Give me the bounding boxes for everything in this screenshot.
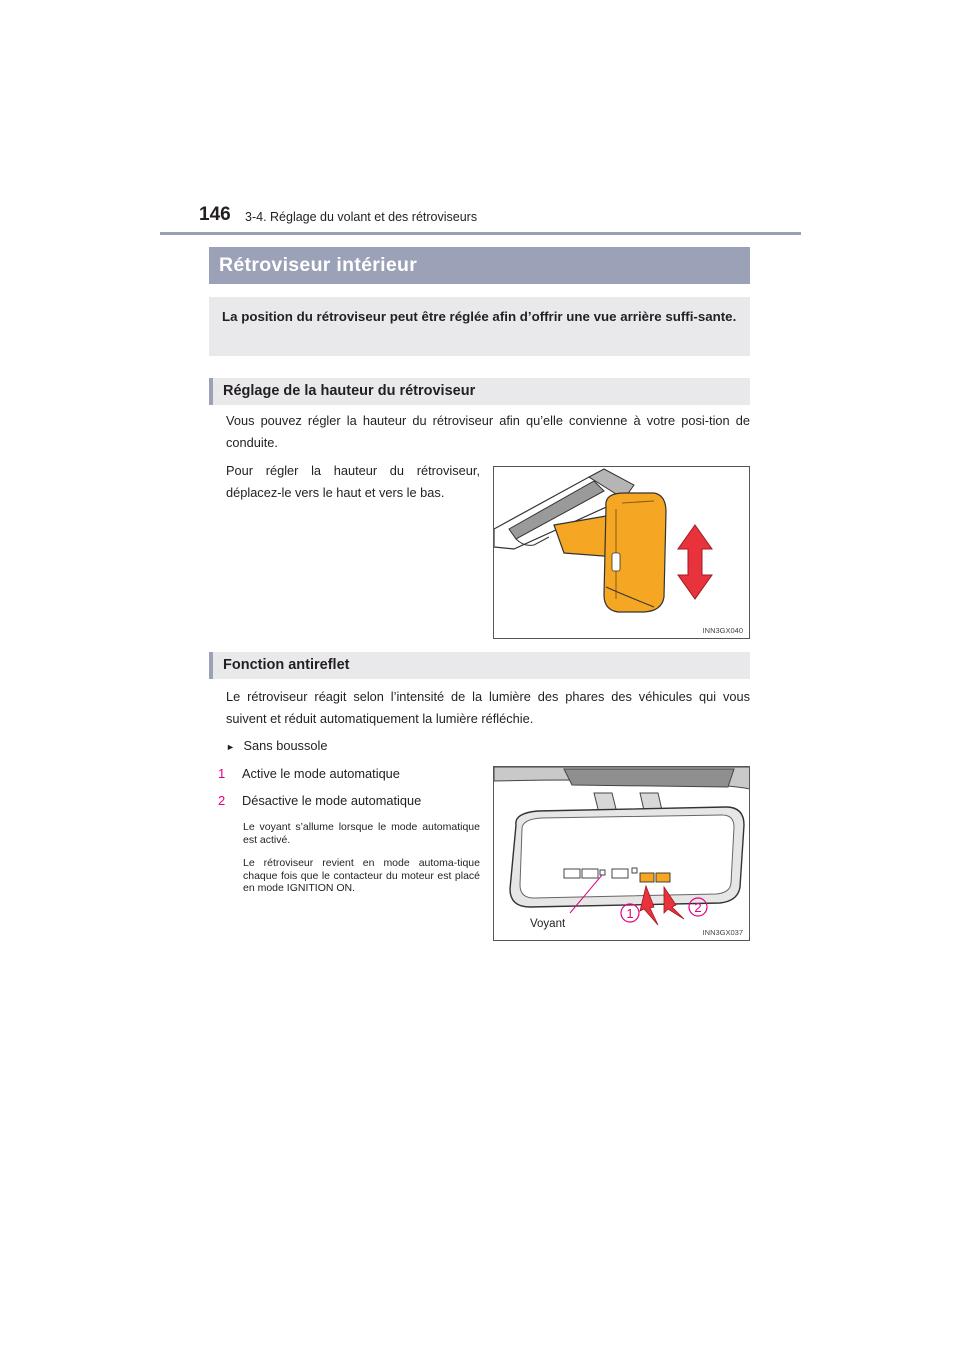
section-reference: 3-4. Réglage du volant et des rétroviseurs <box>245 210 478 224</box>
figure-mirror-height <box>493 466 750 639</box>
page-title: Rétroviseur intérieur <box>209 247 750 284</box>
voyant-label: Voyant <box>530 918 566 930</box>
figure-mirror-antiglare <box>493 766 750 941</box>
item-number-1: 1 <box>218 766 226 781</box>
mirror-height-illustration <box>494 467 750 639</box>
mirror-antiglare-illustration <box>494 767 750 941</box>
list-item <box>218 763 400 785</box>
note-indicator: Le voyant s’allume lorsque le mode automatique est activé. <box>243 821 480 846</box>
antiglare-paragraph: Le rétroviseur réagit selon l’intensité de la lumière des phares des véhicules qui vous suivent et réduit automatiquement la lumière réfléchie. <box>226 689 750 726</box>
bullet-arrow-icon: ► <box>226 742 235 752</box>
intro-text: La position du rétroviseur peut être réglée afin d’offrir une vue arrière suffi-sante. <box>222 309 737 324</box>
bullet-sans-boussole <box>226 735 327 758</box>
subheading-antiglare: Fonction antireflet <box>209 652 750 679</box>
intro-box <box>209 297 750 356</box>
list-item <box>218 790 422 812</box>
note-ignition: Le rétroviseur revient en mode automa-tique chaque fois que le contacteur du moteur est placé en mode IGNITION ON. <box>243 857 480 894</box>
callout-2: 2 <box>694 900 702 915</box>
page-number: 146 <box>199 204 231 225</box>
item-label-2: Désactive le mode automatique <box>242 793 422 808</box>
item-label-1: Active le mode automatique <box>242 766 400 781</box>
header-rule <box>160 232 801 235</box>
figure-code: INN3GX037 <box>702 928 743 937</box>
height-paragraph-2: Pour régler la hauteur du rétroviseur, déplacez-le vers le haut et vers le bas. <box>226 463 480 500</box>
subheading-height: Réglage de la hauteur du rétroviseur <box>209 378 750 405</box>
item-number-2: 2 <box>218 793 226 808</box>
callout-1: 1 <box>626 906 634 921</box>
figure-code: INN3GX040 <box>702 626 743 635</box>
bullet-label: Sans boussole <box>243 738 328 753</box>
height-paragraph-1: Vous pouvez régler la hauteur du rétroviseur afin qu’elle convienne à votre posi-tion de conduite. <box>226 413 750 450</box>
